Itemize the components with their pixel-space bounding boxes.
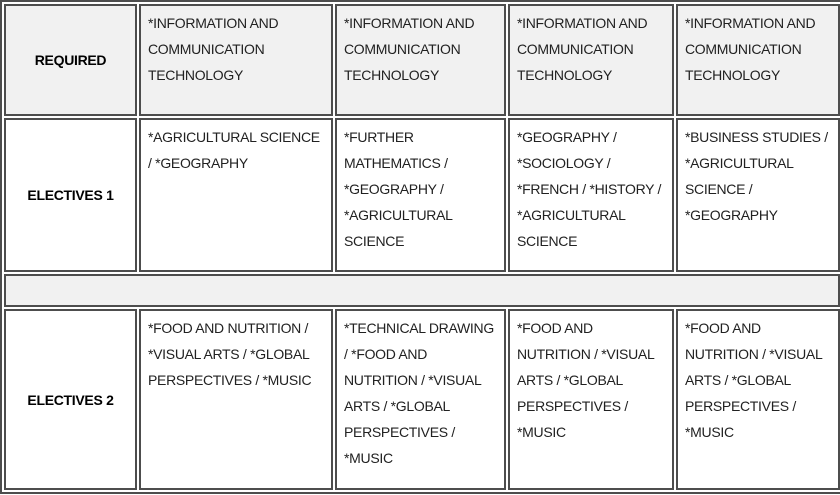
- required-subjects-col1: *INFORMATION AND COMMUNICATION TECHNOLOGY: [139, 4, 333, 116]
- row-label-electives-2: ELECTIVES 2: [4, 309, 137, 490]
- table-row-electives-1: [4, 118, 840, 272]
- spacer-cell: [4, 274, 840, 307]
- electives2-subjects-col4: *FOOD AND NUTRITION / *VISUAL ARTS / *GLOBAL PERSPECTIVES / *MUSIC: [676, 309, 840, 490]
- required-subjects-col4: *INFORMATION AND COMMUNICATION TECHNOLOGY: [676, 4, 840, 116]
- table-row-spacer: [4, 274, 840, 307]
- electives1-subjects-col1: *AGRICULTURAL SCIENCE / *GEOGRAPHY: [139, 118, 333, 272]
- required-subjects-col3: *INFORMATION AND COMMUNICATION TECHNOLOGY: [508, 4, 674, 116]
- required-subjects-col2: *INFORMATION AND COMMUNICATION TECHNOLOGY: [335, 4, 506, 116]
- electives2-subjects-col1: *FOOD AND NUTRITION / *VISUAL ARTS / *GLOBAL PERSPECTIVES / *MUSIC: [139, 309, 333, 490]
- electives1-subjects-col4: *BUSINESS STUDIES / *AGRICULTURAL SCIENCE / *GEOGRAPHY: [676, 118, 840, 272]
- table-row-required: [4, 4, 840, 116]
- electives1-subjects-col2: *FURTHER MATHEMATICS / *GEOGRAPHY / *AGRICULTURAL SCIENCE: [335, 118, 506, 272]
- electives2-subjects-col2: *TECHNICAL DRAWING / *FOOD AND NUTRITION / *VISUAL ARTS / *GLOBAL PERSPECTIVES / *MUSIC: [335, 309, 506, 490]
- row-label-electives-1: ELECTIVES 1: [4, 118, 137, 272]
- electives1-subjects-col3: *GEOGRAPHY / *SOCIOLOGY / *FRENCH / *HISTORY / *AGRICULTURAL SCIENCE: [508, 118, 674, 272]
- table-row-electives-2: [4, 309, 840, 490]
- row-label-required: REQUIRED: [4, 4, 137, 116]
- electives2-subjects-col3: *FOOD AND NUTRITION / *VISUAL ARTS / *GLOBAL PERSPECTIVES / *MUSIC: [508, 309, 674, 490]
